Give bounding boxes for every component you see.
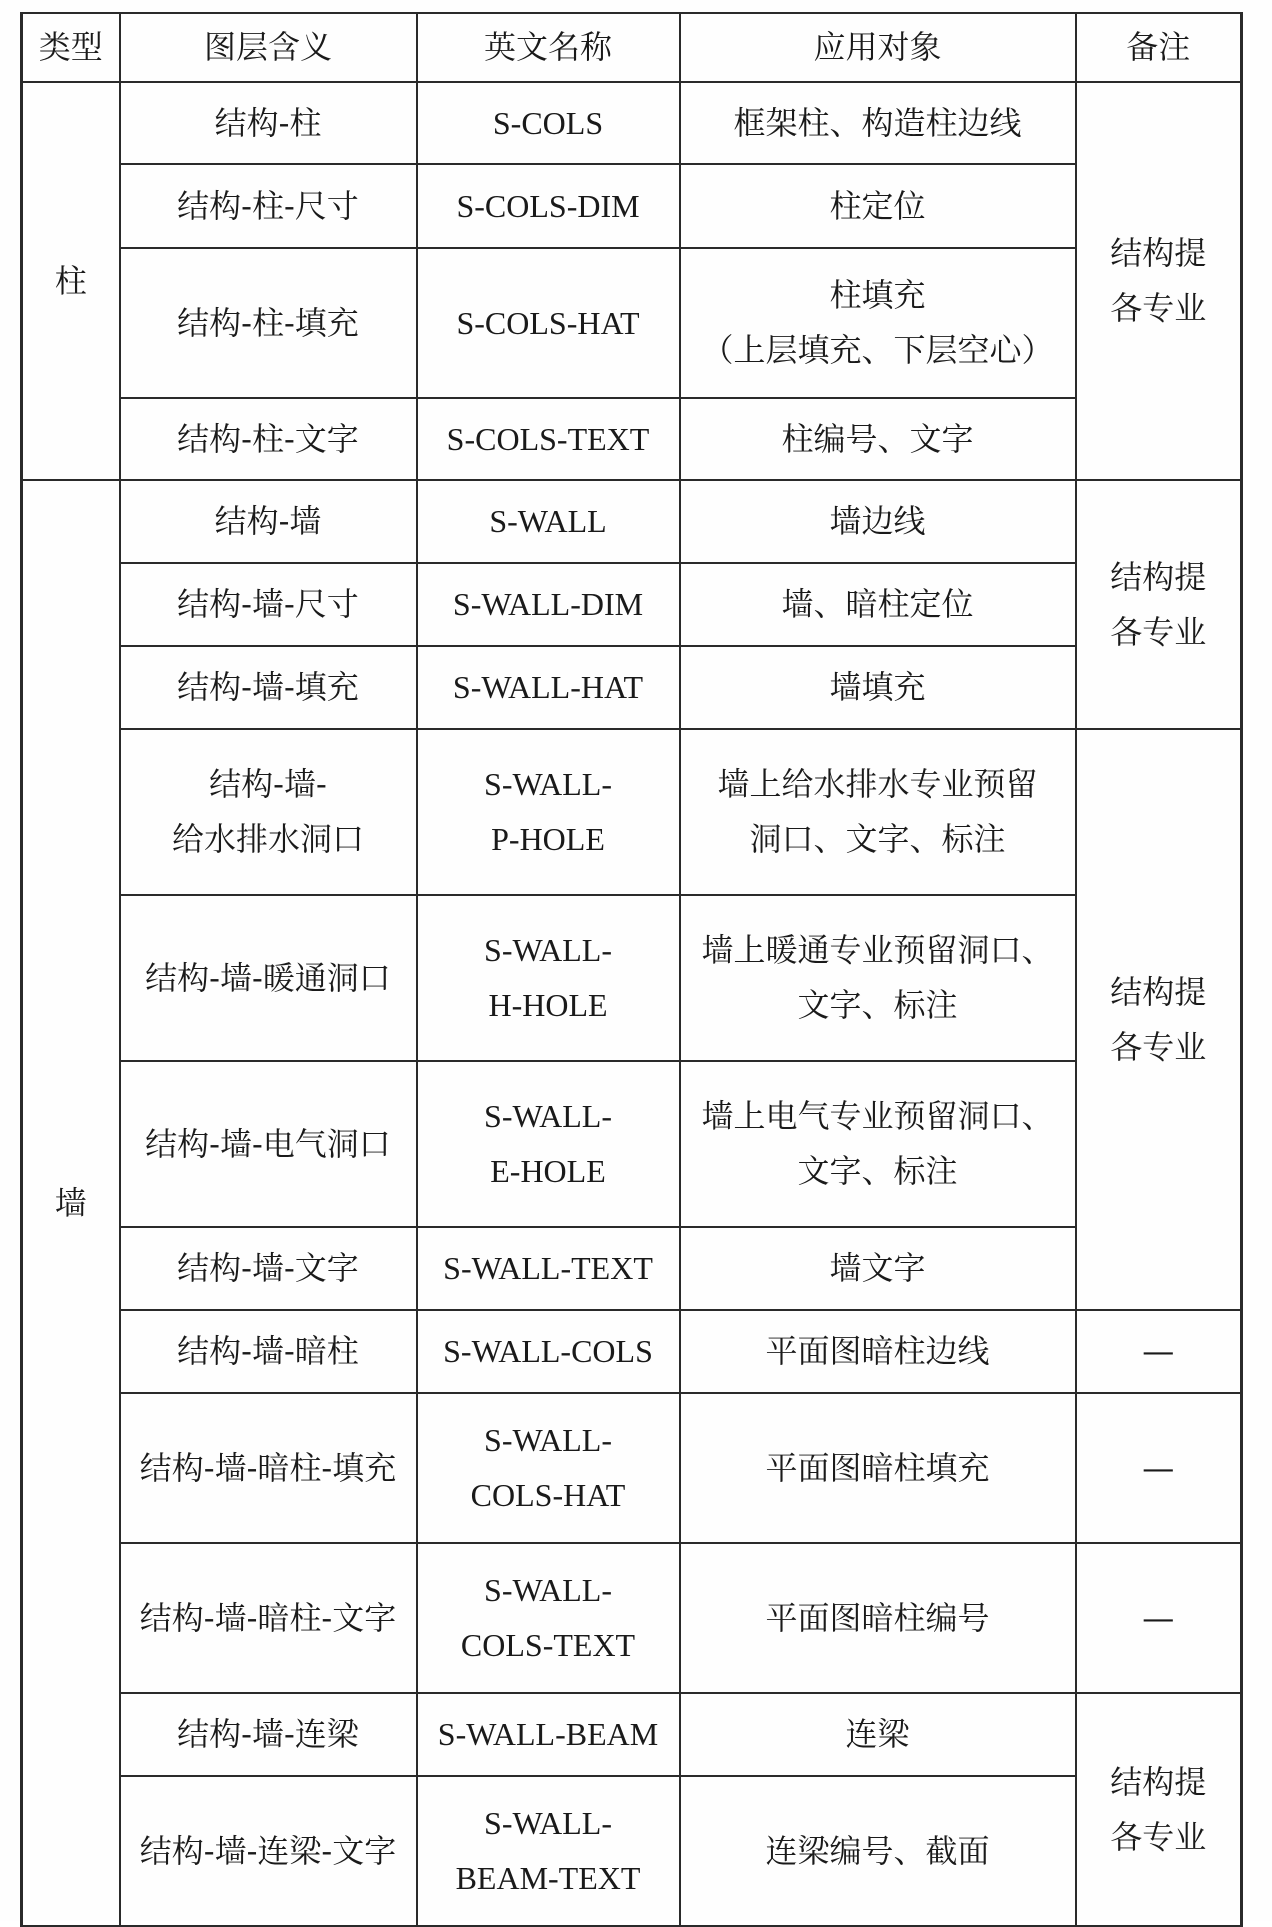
english-line: S-COLS-DIM [456,187,640,224]
english-cell [417,164,680,248]
english-cell [417,1393,680,1543]
group-cell-wall: 墙 [22,480,120,1926]
english-cell [417,646,680,729]
english-cell [417,729,680,895]
meaning-line: 结构-墙-尺寸 [177,585,359,623]
note-line: 各专业 [1110,612,1207,651]
meaning-line: 结构-墙-连梁-文字 [139,1831,397,1870]
object-cell [680,480,1076,563]
english-line: S-WALL- [484,766,612,802]
object-cell [680,1061,1076,1227]
english-line: COLS-HAT [470,1477,626,1513]
english-line: S-WALL-HAT [452,669,644,705]
object-line: 平面图暗柱填充 [765,1448,990,1487]
object-cell [680,1543,1076,1693]
meaning-cell [120,82,417,164]
english-line: S-COLS-TEXT [446,420,650,457]
meaning-line: 结构-墙- [209,765,327,803]
header-note: 备注 [1076,13,1242,82]
object-cell [680,164,1076,248]
meaning-cell [120,729,417,895]
english-cell [417,1310,680,1393]
english-cell [417,398,680,480]
table-row [22,1227,1242,1310]
object-line: 平面图暗柱编号 [765,1598,990,1637]
meaning-cell [120,164,417,248]
table-row [22,1543,1242,1693]
object-line: 墙、暗柱定位 [781,585,974,623]
object-line: 墙上电气专业预留洞口、 [701,1097,1054,1135]
english-line: S-WALL- [484,1572,612,1608]
object-line: 连梁编号、截面 [765,1831,990,1870]
meaning-cell [120,480,417,563]
object-line: （上层填充、下层空心） [701,331,1054,369]
meaning-line: 给水排水洞口 [171,820,364,858]
english-line: H-HOLE [488,987,608,1023]
meaning-line: 结构-墙-连梁 [177,1715,359,1753]
english-cell [417,895,680,1061]
english-cell [417,248,680,398]
note-cell-dash: — [1076,1310,1242,1393]
meaning-line: 结构-墙-文字 [177,1249,359,1287]
english-line: S-WALL- [484,1805,612,1841]
english-line: S-WALL- [484,932,612,968]
table-row [22,164,1242,248]
table-row [22,895,1242,1061]
meaning-line: 结构-墙-暖通洞口 [145,958,391,997]
note-cell-dash: — [1076,1543,1242,1693]
object-cell [680,895,1076,1061]
english-cell [417,1776,680,1926]
note-line: 结构提 [1110,972,1207,1011]
meaning-line: 结构-墙-填充 [177,668,359,706]
table-row [22,1393,1242,1543]
meaning-cell [120,1693,417,1776]
meaning-cell [120,1543,417,1693]
layer-standard-table [20,12,1243,1927]
table-row [22,729,1242,895]
meaning-line: 结构-墙-暗柱 [177,1332,359,1370]
english-line: S-WALL-DIM [452,586,644,622]
table-row [22,1776,1242,1926]
meaning-cell [120,895,417,1061]
object-line: 文字、标注 [797,986,958,1024]
object-cell [680,563,1076,646]
english-line: E-HOLE [490,1153,606,1189]
meaning-line: 结构-柱 [214,103,322,142]
meaning-cell [120,646,417,729]
table-row [22,480,1242,563]
meaning-cell [120,1227,417,1310]
object-cell [680,1227,1076,1310]
note-cell [1076,480,1242,729]
object-cell [680,248,1076,398]
english-cell [417,563,680,646]
object-line: 框架柱、构造柱边线 [733,103,1022,142]
table-row [22,1061,1242,1227]
english-line: S-WALL-TEXT [443,1250,653,1286]
meaning-cell [120,1776,417,1926]
english-cell [417,480,680,563]
meaning-line: 结构-墙-暗柱-文字 [139,1598,397,1637]
note-line: 结构提 [1110,1762,1207,1801]
english-line: S-WALL-COLS [443,1333,653,1369]
object-cell [680,1393,1076,1543]
object-line: 连梁 [845,1715,910,1753]
english-cell [417,1061,680,1227]
object-cell [680,1310,1076,1393]
english-line: S-WALL [489,503,607,539]
meaning-line: 结构-墙-暗柱-填充 [139,1448,397,1487]
meaning-cell [120,1310,417,1393]
table-body [22,82,1242,1926]
english-cell [417,1543,680,1693]
meaning-cell [120,1061,417,1227]
header-row [22,13,1242,82]
meaning-cell [120,563,417,646]
object-line: 柱编号、文字 [781,419,974,458]
note-line: 各专业 [1110,1027,1207,1066]
header-object: 应用对象 [680,13,1076,82]
object-cell [680,82,1076,164]
note-line: 各专业 [1110,289,1207,327]
object-cell [680,646,1076,729]
meaning-cell [120,398,417,480]
object-line: 平面图暗柱边线 [765,1332,990,1370]
table-row [22,248,1242,398]
table-row [22,646,1242,729]
english-line: S-COLS-HAT [456,304,640,341]
meaning-line: 结构-柱-填充 [177,303,359,342]
header-english: 英文名称 [417,13,680,82]
meaning-cell [120,248,417,398]
table-row [22,563,1242,646]
object-cell [680,398,1076,480]
english-line: BEAM-TEXT [455,1860,641,1896]
object-line: 洞口、文字、标注 [749,820,1006,858]
object-line: 柱填充 [829,276,926,314]
english-line: S-WALL-BEAM [437,1716,659,1752]
object-line: 墙上暖通专业预留洞口、 [701,931,1054,969]
object-line: 墙填充 [829,668,926,706]
note-line: 结构提 [1110,557,1207,596]
english-cell [417,1227,680,1310]
header-type: 类型 [22,13,120,82]
object-line: 墙边线 [829,502,926,540]
english-line: S-WALL- [484,1422,612,1458]
note-cell [1076,82,1242,480]
object-line: 文字、标注 [797,1152,958,1190]
group-cell-column: 柱 [22,82,120,480]
english-cell [417,82,680,164]
object-cell [680,1776,1076,1926]
object-cell [680,1693,1076,1776]
object-cell [680,729,1076,895]
object-line: 墙上给水排水专业预留 [717,765,1038,803]
english-cell [417,1693,680,1776]
note-cell-dash: — [1076,1393,1242,1543]
note-line: 结构提 [1110,234,1207,272]
english-line: P-HOLE [491,821,605,857]
note-cell [1076,729,1242,1310]
meaning-line: 结构-墙 [214,502,322,540]
english-line: S-COLS [492,104,604,141]
header-meaning: 图层含义 [120,13,417,82]
note-line: 各专业 [1110,1817,1207,1856]
english-line: S-WALL- [484,1098,612,1134]
table-row [22,82,1242,164]
object-line: 柱定位 [829,186,926,225]
meaning-line: 结构-墙-电气洞口 [145,1124,391,1163]
meaning-line: 结构-柱-尺寸 [177,186,359,225]
meaning-cell [120,1393,417,1543]
table-row [22,1693,1242,1776]
english-line: COLS-TEXT [460,1627,636,1663]
object-line: 墙文字 [829,1249,926,1287]
note-cell [1076,1693,1242,1926]
table-row [22,398,1242,480]
meaning-line: 结构-柱-文字 [177,419,359,458]
table-row [22,1310,1242,1393]
